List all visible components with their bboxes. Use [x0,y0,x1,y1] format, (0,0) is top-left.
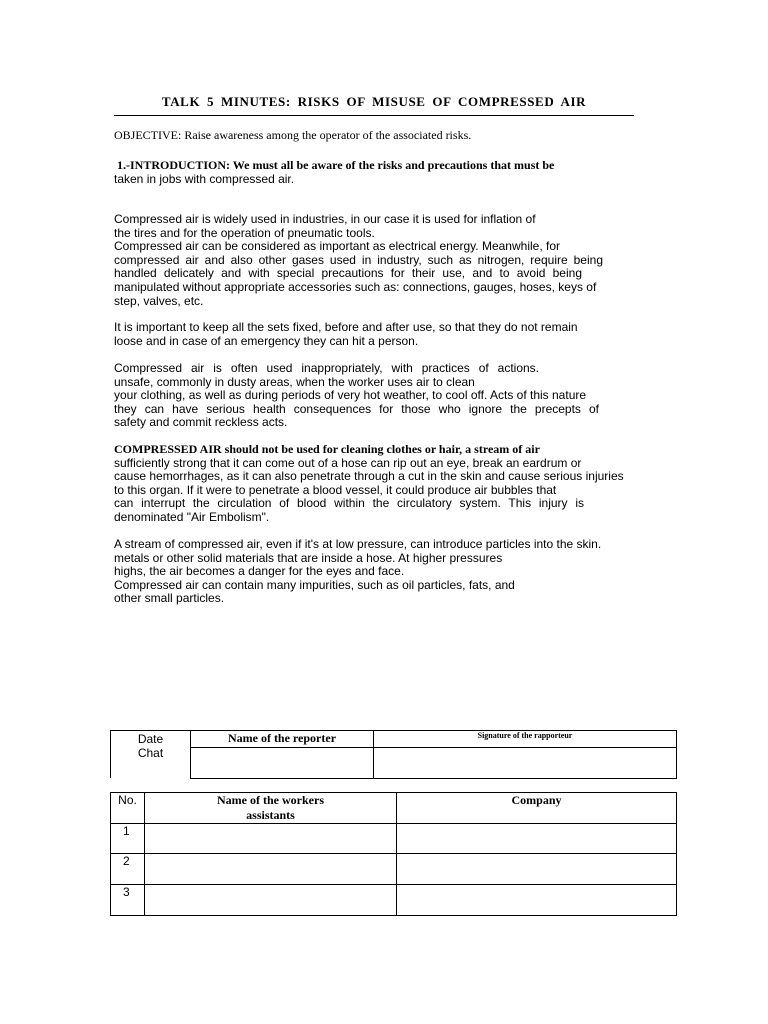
table-row [111,854,677,885]
worker-name-header-line1: Name of the workers [217,793,324,807]
paragraph-inappropriate-use [114,362,636,430]
paragraph-line: the tires and for the operation of pneumatic tools. [114,225,375,240]
paragraph-line: A stream of compressed air, even if it's at low pressure, can introduce particles into the skin. [114,537,602,551]
introduction-heading: 1.-INTRODUCTION: We must all be aware of the risks and precautions that must be [117,158,555,172]
objective-text: OBJECTIVE: Raise awareness among the operator of the associated risks. [114,128,472,142]
paragraph-line: metals or other solid materials that are inside a hose. At higher pressures [114,550,503,565]
workers-table [110,792,677,916]
table-row [111,824,677,854]
paragraph-line: cause hemorrhages, as it can also penetrate through a cut in the skin and cause serious injuries [114,469,624,484]
reporter-header: Name of the reporter [191,731,374,748]
introduction-continuation: taken in jobs with compressed air. [114,172,295,186]
paragraph-usage [114,213,636,308]
row-number: 3 [111,885,145,916]
chat-label: Chat [137,746,164,760]
paragraph-line: Compressed air is widely used in industries, in our case it is used for inflation of [114,212,536,226]
introduction-section [114,158,644,186]
worker-name-field[interactable] [145,854,397,885]
no-header: No. [111,793,145,824]
reporter-name-field[interactable] [191,747,374,778]
cleaning-warning-heading: COMPRESSED AIR should not be used for cleaning clothes or hair, a stream of air [114,442,540,456]
worker-name-header-line2: assistants [246,808,295,822]
paragraph-cleaning-warning [114,443,636,525]
paragraph-line: safety and commit reckless acts. [114,415,288,430]
date-label: Date [137,732,164,746]
row-number: 1 [111,824,145,854]
signature-header: Signature of the rapporteur [374,731,677,748]
paragraph-line: manipulated without appropriate accessories such as: connections, gauges, hoses, keys of [114,279,597,294]
paragraph-line: unsafe, commonly in dusty areas, when the worker uses air to clean [114,374,475,389]
table-row [111,885,677,916]
paragraph-line: sufficiently strong that it can come out of a hose can rip out an eye, break an eardrum or [114,455,582,470]
paragraph-line: highs, the air becomes a danger for the eyes and face. [114,564,405,579]
paragraph-line: can interrupt the circulation of blood within the circulatory system. This injury is [114,496,584,511]
paragraph-line: they can have serious health consequences for those who ignore the precepts of [114,401,599,416]
paragraph-line: denominated "Air Embolism". [114,509,270,524]
company-field[interactable] [397,854,677,885]
title-underline [114,115,634,116]
company-field[interactable] [397,885,677,916]
company-field[interactable] [397,824,677,854]
paragraph-line: other small particles. [114,591,225,606]
reporter-table [110,730,677,779]
paragraph-fixed-sets [114,321,636,348]
paragraph-line: to this organ. If it were to penetrate a blood vessel, it could produce air bubbles that [114,482,557,497]
worker-name-field[interactable] [145,824,397,854]
paragraph-line: Compressed air can be considered as important as electrical energy. Meanwhile, for [114,239,560,254]
paragraph-line: your clothing, as well as during periods of very hot weather, to cool off. Acts of this nature [114,388,587,403]
row-number: 2 [111,854,145,885]
worker-name-field[interactable] [145,885,397,916]
paragraph-line: handled delicately and with special precautions for their use, and to avoid being [114,266,582,281]
paragraph-line: Compressed air is often used inappropriately, with practices of actions. [114,361,539,375]
paragraph-particles [114,538,636,606]
date-cell [111,731,191,779]
paragraph-line: loose and in case of an emergency they can hit a person. [114,333,419,348]
signature-field[interactable] [374,747,677,778]
paragraph-line: step, valves, etc. [114,293,204,308]
worker-name-header [145,793,397,824]
paragraph-line: compressed air and also other gases used in industry, such as nitrogen, require being [114,252,603,267]
company-header: Company [397,793,677,824]
paragraph-line: It is important to keep all the sets fixed, before and after use, so that they do not remain [114,320,578,334]
document-title: TALK 5 MINUTES: RISKS OF MISUSE OF COMPRESSED AIR [161,94,587,109]
paragraph-line: Compressed air can contain many impurities, such as oil particles, fats, and [114,577,515,592]
